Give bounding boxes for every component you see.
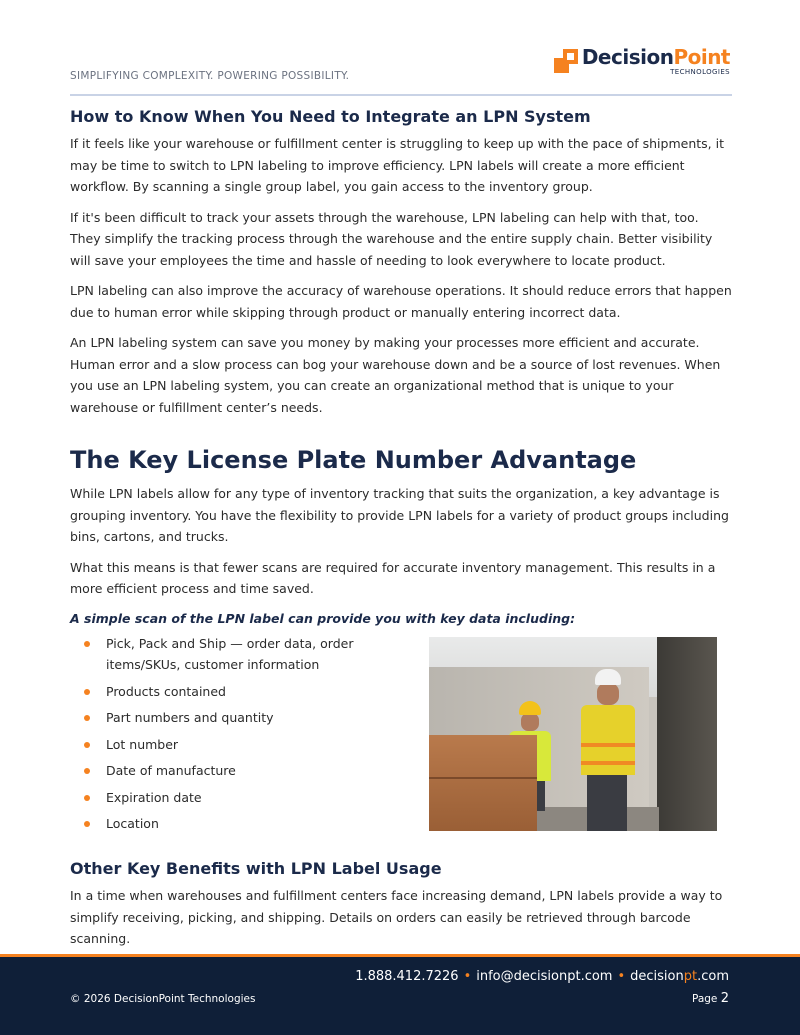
- paragraph: If it feels like your warehouse or fulfillment center is struggling to keep up with the pace of shipments, it may be time to switch to LPN labeling to improve efficiency. LPN labels will create a more efficient workflow. By scanning a single group label, you gain access to the inventory group.: [70, 136, 724, 194]
- copyright: © 2026 DecisionPoint Technologies: [70, 993, 256, 1005]
- list-item: Expiration date: [106, 787, 360, 809]
- separator-dot: •: [617, 969, 626, 984]
- page-header: [70, 44, 732, 96]
- list-item: Lot number: [106, 734, 360, 756]
- email-link[interactable]: info@decisionpt.com: [476, 969, 613, 984]
- separator-dot: •: [463, 969, 472, 984]
- paragraph: In a time when warehouses and fulfillment centers face increasing demand, LPN labels provide a way to simplify receiving, picking, and shipping. Details on orders can easily be retrieved through barcode scanning.: [70, 888, 723, 946]
- list-item: Location: [106, 813, 360, 835]
- website-link[interactable]: decisionpt.com: [630, 969, 729, 984]
- tagline: SIMPLIFYING COMPLEXITY. POWERING POSSIBILITY.: [70, 70, 350, 82]
- logo-name: DecisionPoint: [581, 45, 730, 69]
- phone-number[interactable]: 1.888.412.7226: [355, 969, 459, 984]
- worker-figure: [577, 669, 641, 831]
- key-data-list: [70, 633, 360, 835]
- paragraph: While LPN labels allow for any type of inventory tracking that suits the organization, a key advantage is grouping inventory. You have the flexibility to provide LPN labels for a variety of product groups including bins, cartons, and trucks.: [70, 486, 729, 544]
- logo-mark-icon: [554, 49, 578, 73]
- warehouse-workers-photo: [429, 637, 717, 831]
- page-number: Page 2: [691, 991, 729, 1006]
- list-item: Pick, Pack and Ship — order data, order items/SKUs, customer information: [106, 633, 360, 676]
- key-data-area: [70, 633, 732, 849]
- section-heading-integrate: How to Know When You Need to Integrate an LPN System: [70, 107, 591, 126]
- paragraph: LPN labeling can also improve the accuracy of warehouse operations. It should reduce errors that happen due to human error while skipping through product or manually entering incorrect data.: [70, 283, 732, 320]
- contact-line: [355, 968, 729, 986]
- section-heading-advantage: The Key License Plate Number Advantage: [70, 446, 637, 474]
- paragraph: What this means is that fewer scans are required for accurate inventory management. This results in a more efficient process and time saved.: [70, 559, 716, 596]
- list-lead-text: A simple scan of the LPN label can provide you with key data including:: [70, 610, 576, 626]
- page-footer: [0, 954, 800, 1035]
- list-item: Part numbers and quantity: [106, 707, 360, 729]
- list-item: Products contained: [106, 681, 360, 703]
- company-logo[interactable]: [554, 46, 730, 84]
- section-heading-benefits: Other Key Benefits with LPN Label Usage: [70, 859, 442, 878]
- list-item: Date of manufacture: [106, 760, 360, 782]
- logo-subtitle: TECHNOLOGIES: [670, 68, 730, 76]
- other-benefits-section: [70, 858, 732, 959]
- paragraph: An LPN labeling system can save you money by making your processes more efficient and accurate. Human error and a slow process can bog your warehouse down and be a source of lost revenues. When you use an LPN labeling system, you can create an organizational method that is unique to your warehouse or fulfillment center’s needs.: [70, 335, 721, 415]
- main-content: [70, 106, 732, 849]
- paragraph: If it's been difficult to track your assets through the warehouse, LPN labeling can help with that, too. They simplify the tracking process through the warehouse and the entire supply chain. Better visibility will save your employees the time and hassle of needing to look everywhere to locate product.: [70, 209, 713, 268]
